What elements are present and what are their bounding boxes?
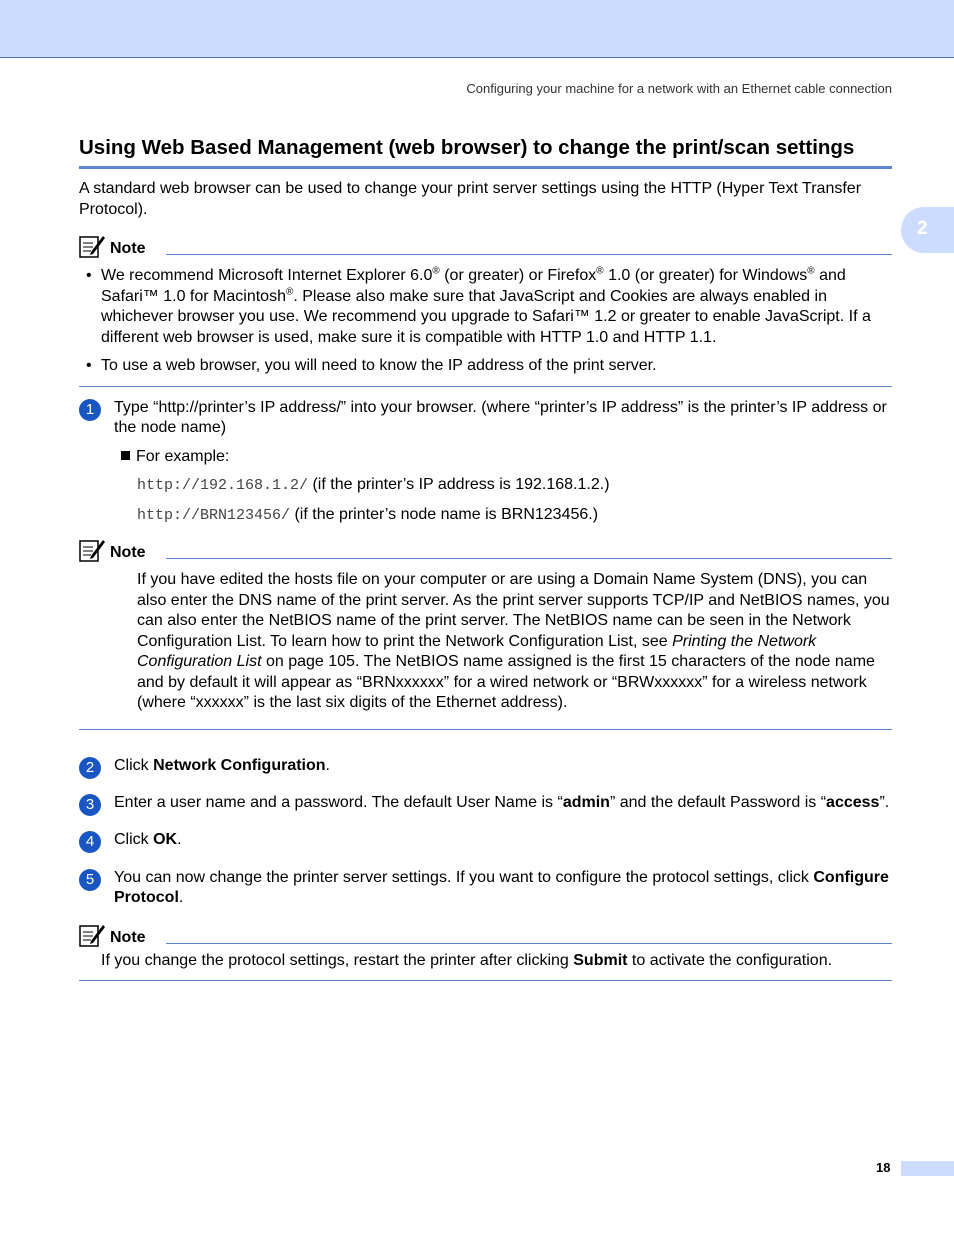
step-number: 5 xyxy=(79,869,101,891)
step-text: Click Network Configuration. xyxy=(114,756,330,774)
chapter-tab xyxy=(901,207,954,253)
list-item: • We recommend Microsoft Internet Explorer 6.0® (or greater) or Firefox® 1.0 (or greater) for Windows® and Safari™ 1.0 for Macintosh®. Please also make sure that JavaScript and Cookies are always enabled in whichever browser you use. We recommend you upgrade to Safari™ 1.2 or greater to enable JavaScript. If a different web browser is used, make sure it is compatible with HTTP 1.0 and HTTP 1.1. xyxy=(79,266,892,348)
note-text: If you have edited the hosts file on your computer or are using a Domain Name System (DNS), you can also enter the DNS name of the print server. As the print server supports TCP/IP and NetBIOS names, you can also enter the NetBIOS name of the print server. The NetBIOS name can be seen in the Network Configuration List. To learn how to print the Network Configuration List, see Printing the Network Configuration List on page 105. The NetBIOS name assigned is the first 15 characters of the node name and by default it will appear as “BRNxxxxxx” for a wired network or “BRWxxxxxx” for a wireless network (where “xxxxxx” is the last six digits of the Ethernet address). xyxy=(137,571,890,711)
note-bullet-list xyxy=(79,266,892,377)
note-divider xyxy=(166,558,892,559)
step-number: 1 xyxy=(79,399,101,421)
section-title: Using Web Based Management (web browser) to change the print/scan settings xyxy=(79,134,892,169)
step-3 xyxy=(79,793,892,816)
note-icon xyxy=(79,538,105,562)
note-bottom-rule xyxy=(79,980,892,981)
note-bottom-rule xyxy=(79,729,892,730)
note-icon xyxy=(79,234,105,258)
chapter-number: 2 xyxy=(917,218,928,239)
step-number: 3 xyxy=(79,794,101,816)
step-5 xyxy=(79,868,892,909)
note-label: Note xyxy=(110,240,146,257)
step-text: You can now change the printer server settings. If you want to configure the protocol settings, click Configure Protocol. xyxy=(114,868,889,906)
note-box-3 xyxy=(79,923,892,982)
list-item: • To use a web browser, you will need to know the IP address of the print server. xyxy=(79,356,892,377)
intro-paragraph: A standard web browser can be used to change your print server settings using the HTTP (Hyper Text Transfer Protocol). xyxy=(79,180,862,218)
note-icon xyxy=(79,923,105,947)
example-label: For example: xyxy=(121,447,892,468)
step-1 xyxy=(79,398,892,439)
note-divider xyxy=(166,254,892,255)
example-node: http://BRN123456/ (if the printer’s node name is BRN123456.) xyxy=(137,505,599,524)
example-ip: http://192.168.1.2/ (if the printer’s IP address is 192.168.1.2.) xyxy=(137,476,610,494)
square-bullet-icon xyxy=(121,451,130,460)
note-header xyxy=(79,234,892,258)
note-header xyxy=(79,538,892,562)
step-text: Enter a user name and a password. The default User Name is “admin” and the default Password is “access”. xyxy=(114,793,890,811)
step-4 xyxy=(79,830,892,853)
note-label: Note xyxy=(110,544,146,561)
step-number: 4 xyxy=(79,831,101,853)
note-bottom-rule xyxy=(79,386,892,387)
step-text: Click OK. xyxy=(114,830,182,848)
page-number: 18 xyxy=(876,1160,891,1175)
page-number-bar xyxy=(901,1161,954,1176)
running-header: Configuring your machine for a network with an Ethernet cable connection xyxy=(466,81,892,96)
note-header xyxy=(79,923,892,947)
note-box-2 xyxy=(79,538,892,730)
note-box-1 xyxy=(79,234,892,387)
page-content xyxy=(79,134,892,981)
step-text: Type “http://printer’s IP address/” into your browser. (where “printer’s IP address” is the printer’s IP address or the node name) xyxy=(114,398,887,436)
note-label: Note xyxy=(110,928,146,946)
step-2 xyxy=(79,756,892,779)
step-number: 2 xyxy=(79,757,101,779)
header-band xyxy=(0,0,954,58)
note-text: If you change the protocol settings, restart the printer after clicking Submit to activate the configuration. xyxy=(101,951,833,969)
note-divider xyxy=(166,943,892,944)
